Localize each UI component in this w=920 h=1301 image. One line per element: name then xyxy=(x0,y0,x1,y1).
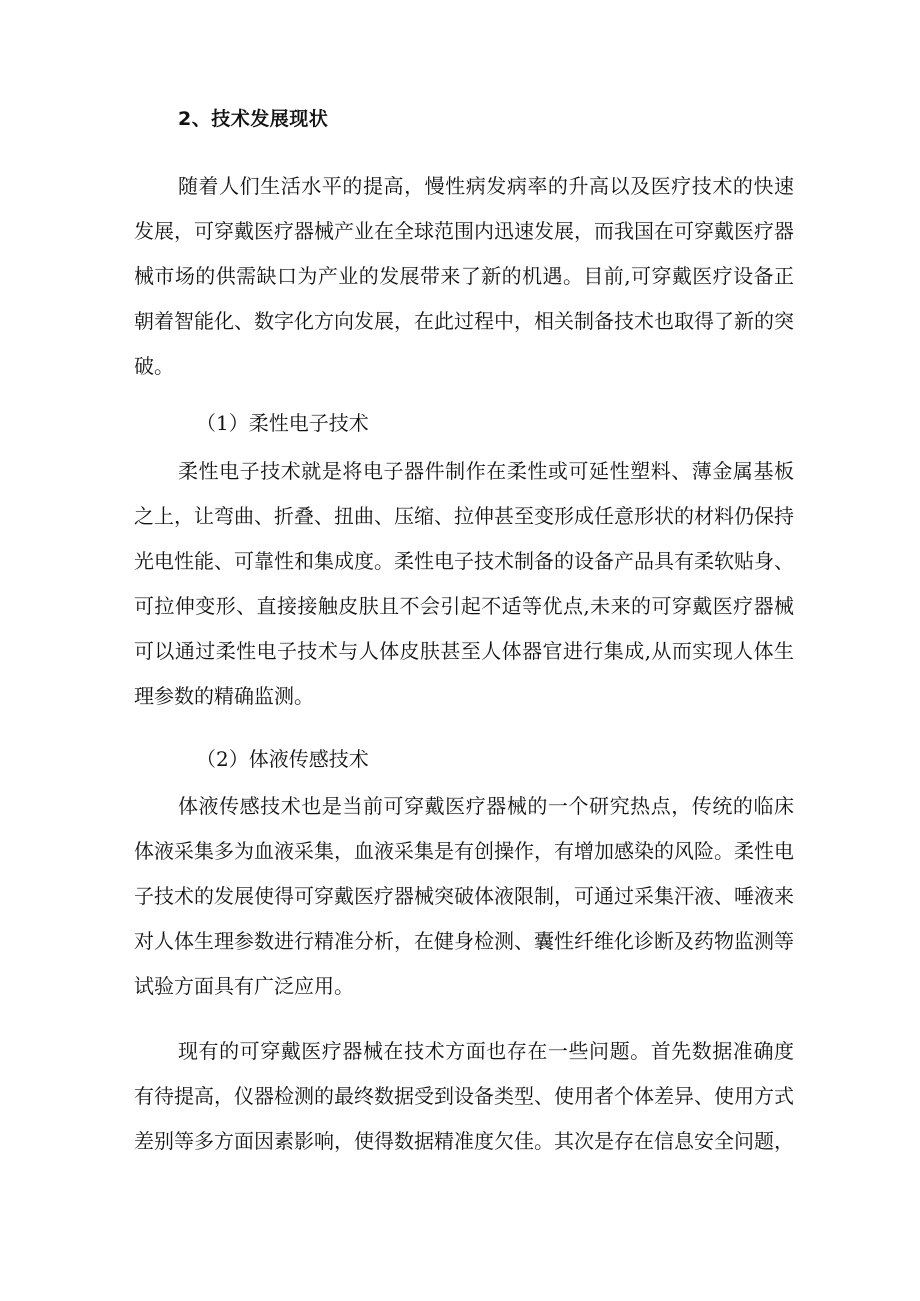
paragraph-line: 子技术的发展使得可穿戴医疗器械突破体液限制，可通过采集汗液、唾液来 xyxy=(134,884,794,908)
paragraph-line: 光电性能、可靠性和集成度。柔性电子技术制备的设备产品具有柔软贴身、 xyxy=(134,549,794,573)
section-heading: 2、技术发展现状 xyxy=(178,108,329,130)
paragraph-line: 破。 xyxy=(134,354,174,378)
paragraph-line: 体液传感技术也是当前可穿戴医疗器械的一个研究热点，传统的临床 xyxy=(178,794,794,818)
paragraph-flexible-electronics xyxy=(134,449,794,719)
paragraph-line: 朝着智能化、数字化方向发展，在此过程中，相关制备技术也取得了新的突 xyxy=(134,309,794,333)
paragraph-line: 随着人们生活水平的提高，慢性病发病率的升高以及医疗技术的快速 xyxy=(178,174,794,198)
paragraph-line: 理参数的精确监测。 xyxy=(134,684,314,708)
paragraph-line: 有待提高，仪器检测的最终数据受到设备类型、使用者个体差异、使用方式 xyxy=(134,1084,794,1108)
paragraph-body-fluid-sensing xyxy=(134,784,794,1009)
paragraph-line: 对人体生理参数进行精准分析，在健身检测、囊性纤维化诊断及药物监测等 xyxy=(134,929,794,953)
paragraph-problems xyxy=(134,1029,794,1164)
paragraph-intro xyxy=(134,164,794,389)
paragraph-line: 械市场的供需缺口为产业的发展带来了新的机遇。目前,可穿戴医疗设备正 xyxy=(134,264,794,288)
paragraph-line: 现有的可穿戴医疗器械在技术方面也存在一些问题。首先数据准确度 xyxy=(178,1039,794,1063)
paragraph-line: 试验方面具有广泛应用。 xyxy=(134,974,354,998)
paragraph-line: 可以通过柔性电子技术与人体皮肤甚至人体器官进行集成,从而实现人体生 xyxy=(134,639,794,663)
paragraph-line: 柔性电子技术就是将电子器件制作在柔性或可延性塑料、薄金属基板 xyxy=(178,459,794,483)
subheading-body-fluid-sensing: （2）体液传感技术 xyxy=(196,747,369,771)
paragraph-line: 体液采集多为血液采集，血液采集是有创操作，有增加感染的风险。柔性电 xyxy=(134,839,794,863)
paragraph-line: 差别等多方面因素影响，使得数据精准度欠佳。其次是存在信息安全问题， xyxy=(134,1129,794,1153)
paragraph-line: 发展，可穿戴医疗器械产业在全球范围内迅速发展，而我国在可穿戴医疗器 xyxy=(134,219,794,243)
subheading-flexible-electronics: （1）柔性电子技术 xyxy=(196,411,369,435)
paragraph-line: 之上，让弯曲、折叠、扭曲、压缩、拉伸甚至变形成任意形状的材料仍保持 xyxy=(134,504,794,528)
paragraph-line: 可拉伸变形、直接接触皮肤且不会引起不适等优点,未来的可穿戴医疗器械 xyxy=(134,594,794,618)
